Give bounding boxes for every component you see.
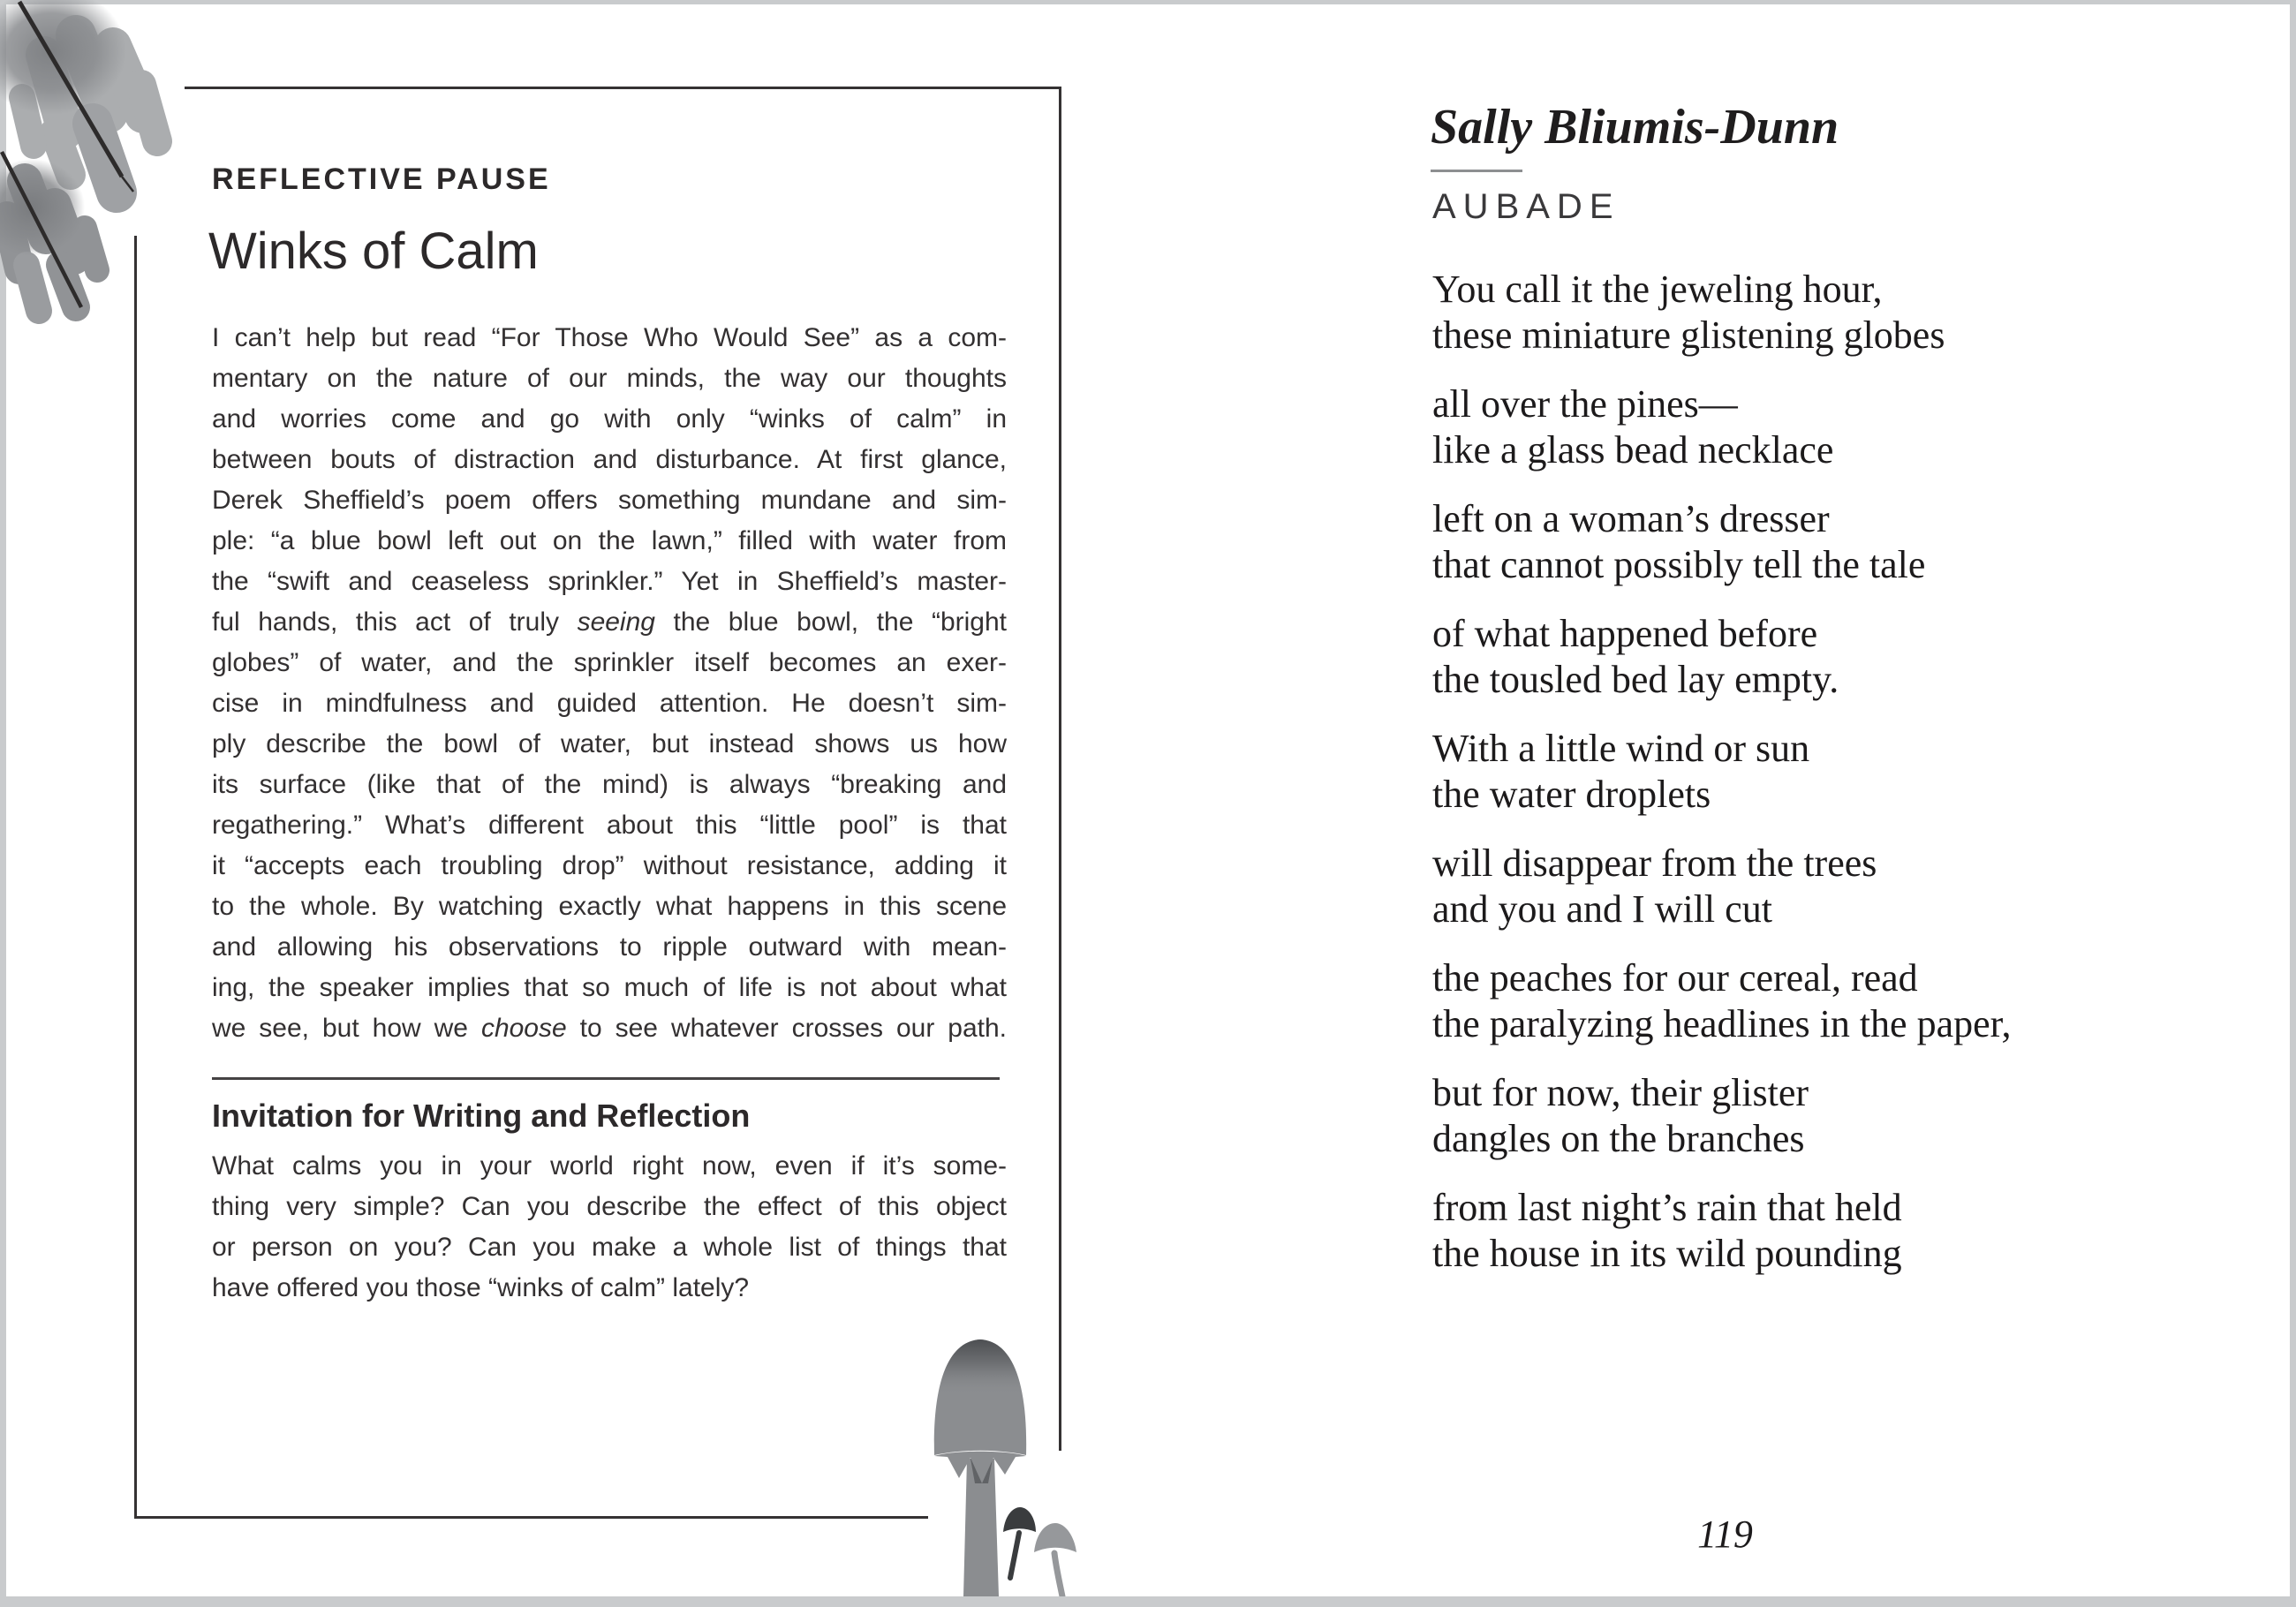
mushrooms-icon [901, 1324, 1113, 1596]
section-eyebrow: REFLECTIVE PAUSE [212, 162, 551, 196]
invitation-line: or person on you? Can you make a whole list of things that [212, 1233, 1007, 1262]
essay-line: ple: “a blue bowl left out on the lawn,” filled with water from [212, 526, 1007, 555]
poem-line: and you and I will cut [1432, 887, 1772, 931]
poem-text [1432, 267, 2012, 1300]
poem-title: AUBADE [1432, 187, 1620, 226]
author-rule [1431, 170, 1522, 172]
poem-line: all over the pines— [1432, 382, 1738, 426]
poem-line: dangles on the branches [1432, 1117, 1805, 1160]
essay-line: to the whole. By watching exactly what happens in this scene [212, 892, 1007, 921]
poem-stanza [1432, 1185, 2012, 1277]
poet-name: Sally Bliumis-Dunn [1431, 100, 1839, 155]
poem-line: the tousled bed lay empty. [1432, 658, 1839, 701]
essay-line: Derek Sheffield’s poem offers something mundane and sim- [212, 486, 1007, 515]
poem-stanza [1432, 267, 2012, 358]
invitation-line: have offered you those “winks of calm” lately? [212, 1273, 750, 1302]
poem-line: these miniature glistening globes [1432, 313, 1945, 357]
box-border-bottom [134, 1516, 928, 1519]
box-border-top [185, 87, 1060, 89]
page-title: Winks of Calm [208, 223, 539, 280]
essay-line: ing, the speaker implies that so much of life is not about what [212, 973, 1007, 1002]
essay-line: regathering.” What’s different about this “little pool” is that [212, 811, 1007, 840]
poem-stanza [1432, 841, 2012, 932]
poem-line: from last night’s rain that held [1432, 1186, 1902, 1229]
poem-line: like a glass bead necklace [1432, 428, 1834, 472]
poem-line: You call it the jeweling hour, [1432, 268, 1883, 311]
essay-line: the “swift and ceaseless sprinkler.” Yet in Sheffield’s master- [212, 567, 1007, 596]
section-divider-rule [212, 1077, 1000, 1080]
poem-line: the water droplets [1432, 773, 1711, 816]
poem-line: of what happened before [1432, 612, 1818, 655]
essay-line: between bouts of distraction and disturbance. At first glance, [212, 445, 1007, 474]
essay-line: we see, but how we choose to see whatever crosses our path. [212, 1014, 1007, 1043]
poem-line: the house in its wild pounding [1432, 1232, 1902, 1275]
essay-line: ply describe the bowl of water, but instead shows us how [212, 729, 1007, 758]
invitation-text [212, 1146, 1007, 1309]
invitation-line: thing very simple? Can you describe the effect of this object [212, 1192, 1007, 1221]
essay-line: it “accepts each troubling drop” without resistance, adding it [212, 851, 1007, 880]
essay-line: and allowing his observations to ripple outward with mean- [212, 932, 1007, 962]
essay-line: cise in mindfulness and guided attention. He doesn’t sim- [212, 689, 1007, 718]
essay-line: I can’t help but read “For Those Who Would See” as a com- [212, 323, 1007, 352]
poem-line: With a little wind or sun [1432, 727, 1810, 770]
essay-line: its surface (like that of the mind) is always “breaking and [212, 770, 1007, 799]
poem-line: will disappear from the trees [1432, 841, 1877, 885]
poem-stanza [1432, 955, 2012, 1047]
box-border-right [1059, 87, 1061, 1451]
poem-stanza [1432, 611, 2012, 703]
essay-text [212, 318, 1007, 1049]
poem-stanza [1432, 496, 2012, 588]
poem-line: left on a woman’s dresser [1432, 497, 1830, 540]
invitation-heading: Invitation for Writing and Reflection [212, 1098, 751, 1134]
essay-line: mentary on the nature of our minds, the way our thoughts [212, 364, 1007, 393]
poem-line: the paralyzing headlines in the paper, [1432, 1002, 2012, 1045]
poem-stanza [1432, 381, 2012, 473]
poem-stanza [1432, 726, 2012, 818]
leaf-fronds-icon [0, 0, 212, 362]
page-number: 119 [1697, 1513, 1753, 1556]
essay-line: ful hands, this act of truly seeing the blue bowl, the “bright [212, 607, 1007, 637]
invitation-line: What calms you in your world right now, even if it’s some- [212, 1151, 1007, 1181]
poem-line: that cannot possibly tell the tale [1432, 543, 1926, 586]
poem-line: the peaches for our cereal, read [1432, 956, 1918, 1000]
essay-line: globes” of water, and the sprinkler itself becomes an exer- [212, 648, 1007, 677]
poem-stanza [1432, 1070, 2012, 1162]
poem-line: but for now, their glister [1432, 1071, 1809, 1114]
box-border-left [134, 236, 137, 1519]
essay-line: and worries come and go with only “winks of calm” in [212, 404, 1007, 434]
